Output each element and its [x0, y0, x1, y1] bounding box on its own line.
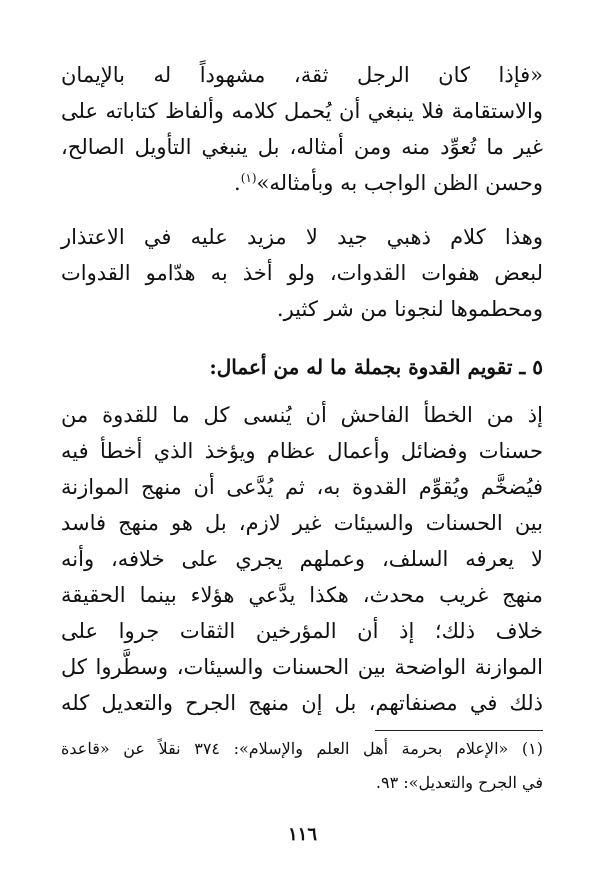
paragraph3-line-5: لا يعرفه السلف، وعملهم يجري على خلافه، وأنه: [61, 547, 543, 571]
footnote-reference: (١): [240, 171, 257, 185]
paragraph2-line-1: وهذا كلام ذهبي جيد لا مزيد عليه في الاعتذار: [61, 225, 543, 249]
quote-line-2: والاستقامة فلا ينبغي أن يُحمل كلامه وألفاظ كتاباته على: [61, 99, 543, 123]
quote-line-4-end: .: [234, 171, 241, 195]
paragraph3-line-8: الموازنة الواضحة بين الحسنات والسيئات، وسطَّروا كل: [61, 655, 543, 679]
quote-line-1: «فإذا كان الرجل ثقة، مشهوداً له بالإيمان: [61, 63, 543, 87]
paragraph3-line-2: حسنات وفضائل وأعمال عظام ويؤخذ الذي أخطأ فيه: [61, 439, 543, 463]
paragraph3-line-4: بين الحسنات والسيئات غير لازم، بل هو منهج فاسد: [61, 511, 543, 535]
paragraph2-line-3: ومحطموها لنجونا من شر كثير.: [276, 297, 543, 321]
paragraph3-line-3: فيُضخَّم ويُقوِّم القدوة به، ثم يُدَّعى أن منهج الموازنة: [61, 475, 543, 499]
page-number: ١١٦: [287, 824, 317, 845]
footnote-line-2: في الجرح والتعديل»: ٩٣.: [375, 773, 543, 792]
paragraph3-line-9: ذلك في مصنفاتهم، بل إن منهج الجرح والتعديل كله: [61, 691, 543, 715]
paragraph3-line-6: منهج غريب محدث، هكذا يدَّعي هؤلاء بينما الحقيقة: [61, 583, 543, 607]
footnote-line-1: (١) «الإعلام بحرمة أهل العلم والإسلام»: ٣٧٤ نقلاً عن «قاعدة: [61, 739, 544, 758]
quote-line-3: غير ما تُعوِّد منه ومن أمثاله، بل ينبغي التأويل الصالح،: [61, 135, 543, 159]
footnote-separator: [375, 730, 543, 731]
section-heading: ٥ ـ تقويم القدوة بجملة ما له من أعمال:: [209, 355, 543, 379]
paragraph2-line-2: لبعض هفوات القدوات، ولو أخذ به هدّامو القدوات: [61, 261, 543, 285]
quote-line-4: [61, 168, 543, 198]
quote-line-4-text: وحسن الظن الواجب به وبأمثاله»: [256, 171, 543, 195]
paragraph3-line-1: إذ من الخطأ الفاحش أن يُنسى كل ما للقدوة من: [61, 403, 543, 427]
paragraph3-line-7: خلاف ذلك؛ إذ أن المؤرخين الثقات جروا على: [61, 619, 543, 643]
